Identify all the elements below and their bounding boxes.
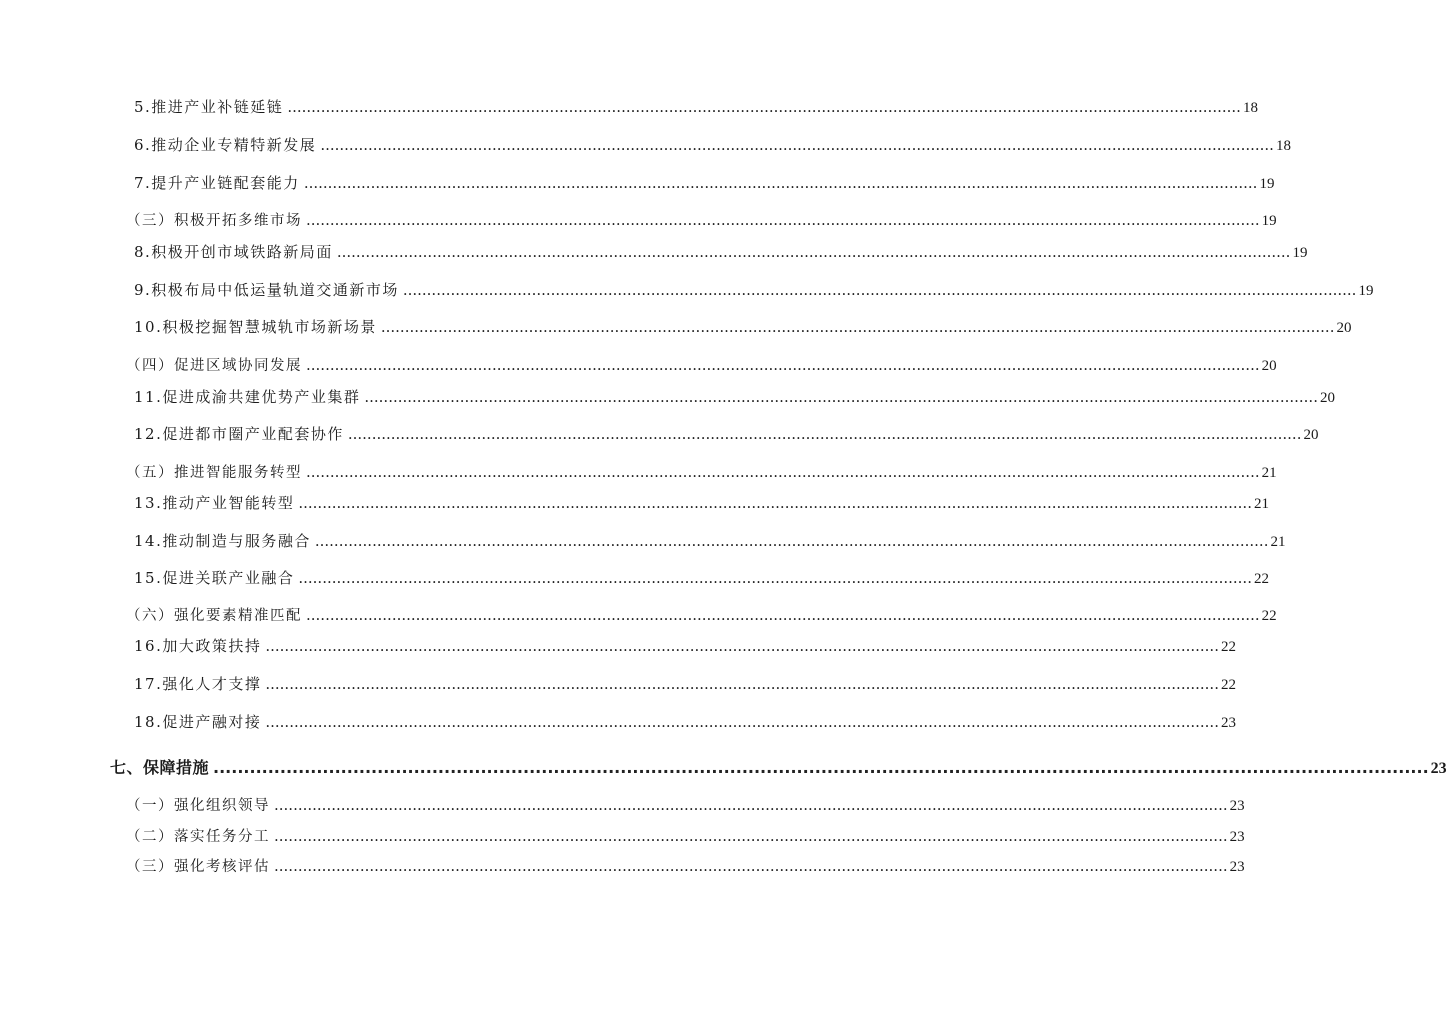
toc-entry-15[interactable] [134, 567, 1269, 589]
toc-entry-9[interactable] [134, 279, 1374, 301]
toc-leader-dots: ........................................................................................................................................................................................................ [306, 463, 1260, 481]
toc-leader-dots: ........................................................................................................................................................................................................ [298, 494, 1252, 512]
toc-section-7-2[interactable] [126, 825, 1245, 847]
toc-entry-page: 23 [1229, 829, 1245, 845]
toc-section-7-3[interactable] [126, 855, 1245, 877]
toc-entry-title: 13.推动产业智能转型 [134, 494, 295, 512]
toc-leader-dots: ........................................................................................................................................................................................................ [320, 136, 1274, 154]
toc-section-3[interactable] [126, 209, 1277, 231]
toc-entry-title: 8.积极开创市域铁路新局面 [134, 243, 333, 261]
toc-entry-8[interactable] [134, 241, 1308, 263]
toc-entry-title: 11.促进成渝共建优势产业集群 [134, 388, 361, 406]
toc-leader-dots: ........................................................................................................................................................................................................ [274, 857, 1228, 875]
toc-leader-dots: ........................................................................................................................................................................................................ [274, 827, 1228, 845]
toc-entry-title: 17.强化人才支撑 [134, 675, 262, 693]
toc-section-5[interactable] [126, 461, 1277, 483]
toc-entry-page: 23 [1430, 760, 1447, 777]
toc-entry-title: 18.促进产融对接 [134, 713, 262, 731]
toc-leader-dots: ........................................................................................................................................................................................................ [265, 713, 1219, 731]
toc-entry-12[interactable] [134, 423, 1319, 445]
toc-entry-page: 23 [1229, 798, 1245, 814]
toc-entry-page: 22 [1261, 608, 1277, 624]
toc-entry-title: 10.积极挖掘智慧城轨市场新场景 [134, 318, 377, 336]
toc-chapter-7[interactable] [110, 757, 1447, 779]
toc-entry-title: （三）积极开拓多维市场 [126, 213, 302, 229]
toc-entry-title: （一）强化组织领导 [126, 798, 270, 814]
toc-leader-dots: ........................................................................................................................................................................................................ [298, 569, 1252, 587]
toc-leader-dots: ........................................................................................................................................................................................................ [336, 243, 1291, 261]
toc-entry-13[interactable] [134, 492, 1269, 514]
toc-entry-page: 22 [1220, 677, 1236, 693]
toc-entry-title: 6.推动企业专精特新发展 [134, 136, 317, 154]
toc-entry-14[interactable] [134, 530, 1286, 552]
toc-entry-title: 15.促进关联产业融合 [134, 569, 295, 587]
toc-entry-page: 20 [1336, 320, 1352, 336]
toc-entry-17[interactable] [134, 673, 1236, 695]
toc-entry-page: 19 [1358, 283, 1374, 299]
toc-leader-dots: ........................................................................................................................................................................................................ [314, 532, 1269, 550]
toc-leader-dots: ........................................................................................................................................................................................................ [306, 211, 1260, 229]
toc-entry-page: 21 [1253, 496, 1269, 512]
toc-leader-dots: ........................................................................................................................................................................................................ [303, 174, 1258, 192]
toc-entry-title: （四）促进区域协同发展 [126, 358, 302, 374]
toc-entry-page: 20 [1303, 427, 1319, 443]
toc-entry-10[interactable] [134, 316, 1352, 338]
toc-entry-page: 23 [1220, 715, 1236, 731]
toc-leader-dots: ........................................................................................................................................................................................................ [306, 356, 1260, 374]
toc-entry-title: （六）强化要素精准匹配 [126, 608, 302, 624]
toc-entry-title: 12.促进都市圈产业配套协作 [134, 425, 344, 443]
toc-leader-dots: ........................................................................................................................................................................................................ [380, 318, 1335, 336]
toc-entry-11[interactable] [134, 386, 1335, 408]
toc-entry-title: 七、保障措施 [110, 758, 210, 777]
toc-entry-page: 20 [1261, 358, 1277, 374]
toc-entry-page: 19 [1292, 245, 1308, 261]
toc-entry-title: 7.提升产业链配套能力 [134, 174, 300, 192]
toc-leader-dots: ........................................................................................................................................................................................................ [402, 281, 1357, 299]
toc-section-7-1[interactable] [126, 794, 1245, 816]
toc-entry-page: 18 [1242, 100, 1258, 116]
toc-entry-page: 20 [1319, 390, 1335, 406]
toc-entry-page: 22 [1253, 571, 1269, 587]
toc-section-4[interactable] [126, 354, 1277, 376]
toc-entry-page: 18 [1275, 138, 1291, 154]
toc-entry-page: 21 [1261, 465, 1277, 481]
toc-leader-dots: ........................................................................................................................................................................................................ [287, 98, 1241, 116]
toc-entry-title: （二）落实任务分工 [126, 829, 270, 845]
toc-leader-dots: ........................................................................................................................................................................................................ [274, 796, 1228, 814]
toc-entry-page: 22 [1220, 639, 1236, 655]
toc-entry-page: 19 [1261, 213, 1277, 229]
toc-entry-title: （五）推进智能服务转型 [126, 465, 302, 481]
toc-leader-dots: ........................................................................................................................................................................................................ [265, 637, 1219, 655]
toc-entry-6[interactable] [134, 134, 1291, 156]
toc-section-6[interactable] [126, 604, 1277, 626]
toc-leader-dots: ........................................................................................................................................................................................................ [213, 758, 1429, 777]
toc-entry-title: 5.推进产业补链延链 [134, 98, 284, 116]
toc-leader-dots: ........................................................................................................................................................................................................ [347, 425, 1302, 443]
toc-leader-dots: ........................................................................................................................................................................................................ [265, 675, 1219, 693]
toc-entry-7[interactable] [134, 172, 1275, 194]
toc-leader-dots: ........................................................................................................................................................................................................ [364, 388, 1318, 406]
toc-entry-page: 21 [1270, 534, 1286, 550]
toc-entry-title: 9.积极布局中低运量轨道交通新市场 [134, 281, 399, 299]
toc-entry-page: 23 [1229, 859, 1245, 875]
toc-entry-5[interactable] [134, 96, 1258, 118]
toc-entry-title: 14.推动制造与服务融合 [134, 532, 311, 550]
toc-entry-title: 16.加大政策扶持 [134, 637, 262, 655]
toc-entry-page: 19 [1259, 176, 1275, 192]
toc-entry-18[interactable] [134, 711, 1236, 733]
toc-entry-title: （三）强化考核评估 [126, 859, 270, 875]
toc-leader-dots: ........................................................................................................................................................................................................ [306, 606, 1260, 624]
toc-entry-16[interactable] [134, 635, 1236, 657]
